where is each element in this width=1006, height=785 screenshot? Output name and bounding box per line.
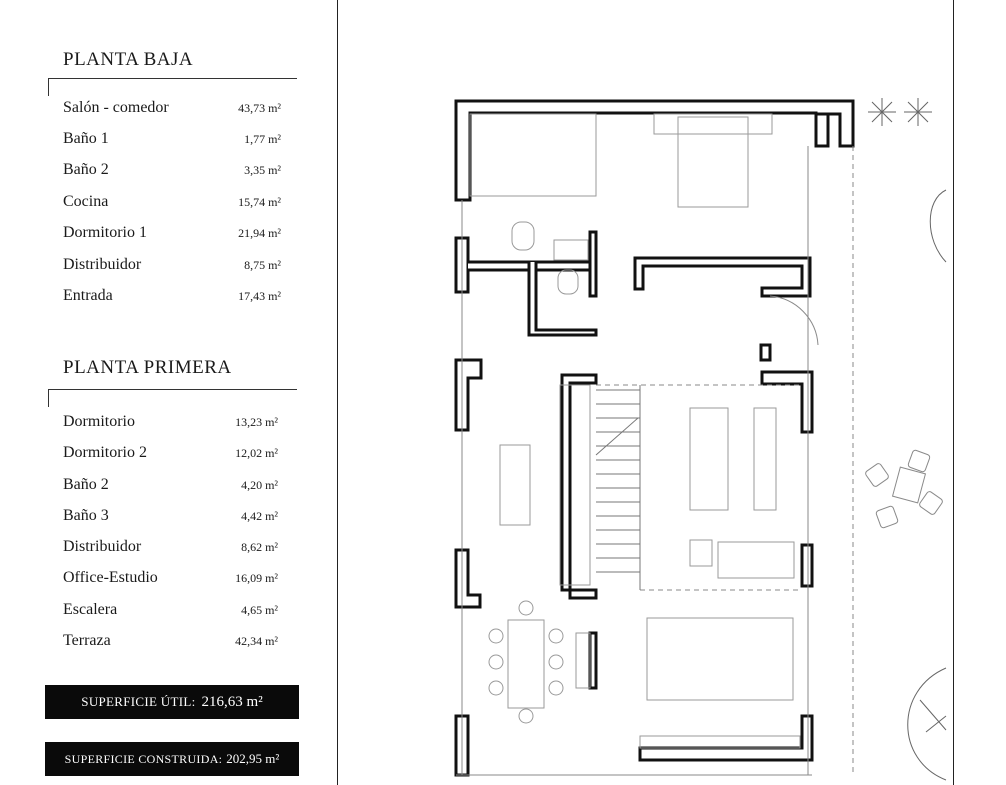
room-area: 3,35 m²: [244, 163, 281, 177]
right-upper-wall: [816, 114, 828, 146]
toilet: [512, 222, 534, 250]
room-name: Terraza: [63, 632, 111, 649]
sectional: [647, 618, 793, 700]
superficie-construida-box: [45, 742, 299, 776]
bench-bottom: [640, 736, 800, 748]
tv-unit: [576, 633, 590, 688]
partition-post: [590, 633, 596, 688]
outdoor-plants: [868, 98, 946, 780]
left-wall-low: [456, 550, 480, 607]
room-name: Office-Estudio: [63, 569, 158, 586]
room-area: 12,02 m²: [235, 446, 278, 460]
dining-table: [508, 620, 544, 708]
room-area: 42,34 m²: [235, 634, 278, 648]
superficie-util-value: 216,63 m²: [201, 693, 263, 710]
bath-wall-v1: [529, 262, 596, 335]
room-name: Distribuidor: [63, 256, 142, 273]
door-arc: [770, 296, 818, 345]
room-area: 4,20 m²: [241, 478, 278, 492]
superficie-construida-label: SUPERFICIE CONSTRUIDA:: [64, 751, 223, 766]
room-area: 4,42 m²: [241, 509, 278, 523]
room-area: 16,09 m²: [235, 571, 278, 585]
room-name: Salón - comedor: [63, 99, 169, 116]
room-area: 8,75 m²: [244, 258, 281, 272]
floor-plan-drawing: [340, 0, 1006, 785]
left-wall-mid: [456, 360, 481, 430]
room-area: 13,23 m²: [235, 415, 278, 429]
room-name: Entrada: [63, 287, 113, 304]
room-areas-panel: [0, 0, 338, 785]
bottom-wall: [640, 716, 812, 760]
section-rule-tick: [48, 389, 49, 407]
room-name: Dormitorio 2: [63, 444, 147, 461]
furniture: [470, 98, 946, 780]
room-name: Dormitorio 1: [63, 224, 147, 241]
room-name: Escalera: [63, 601, 118, 618]
superficie-util-box: [45, 685, 299, 719]
room-name: Cocina: [63, 193, 109, 210]
corridor-wall: [635, 258, 810, 296]
section-rule: [48, 78, 297, 79]
table-long: [754, 408, 776, 510]
room-area: 17,43 m²: [238, 289, 281, 303]
panel-divider: [337, 0, 338, 785]
planta-primera-title: PLANTA PRIMERA: [63, 357, 232, 378]
bed: [678, 117, 748, 207]
sofa-upper: [470, 114, 596, 196]
toilet2: [558, 270, 578, 294]
shower: [554, 240, 588, 260]
room-area: 8,62 m²: [241, 540, 278, 554]
dining-chairs: [489, 601, 563, 723]
sofa-low: [718, 542, 794, 578]
room-name: Baño 1: [63, 130, 109, 147]
room-area: 21,94 m²: [238, 226, 281, 240]
room-name: Baño 3: [63, 507, 109, 524]
stairs: [596, 385, 640, 590]
sofa-mid: [690, 408, 728, 510]
superficie-util-label: SUPERFICIE ÚTIL:: [81, 694, 196, 709]
section-rule-tick: [48, 78, 49, 96]
room-name: Baño 2: [63, 161, 109, 178]
room-area: 1,77 m²: [244, 132, 281, 146]
room-area: 15,74 m²: [238, 195, 281, 209]
bath-wall-v2: [590, 232, 596, 296]
right-low-wall: [802, 545, 812, 586]
right-mid-wall: [762, 372, 812, 432]
right-small-post: [761, 345, 770, 360]
room-name: Distribuidor: [63, 538, 142, 555]
terrace-set: [864, 449, 943, 528]
island: [500, 445, 530, 525]
stair-wall: [562, 375, 596, 598]
superficie-construida-value: 202,95 m²: [226, 751, 280, 766]
room-name: Baño 2: [63, 476, 109, 493]
side-table: [690, 540, 712, 566]
section-rule: [48, 389, 297, 390]
room-name: Dormitorio: [63, 413, 135, 430]
room-area: 4,65 m²: [241, 603, 278, 617]
planta-baja-title: PLANTA BAJA: [63, 49, 194, 70]
room-area: 43,73 m²: [238, 101, 281, 115]
